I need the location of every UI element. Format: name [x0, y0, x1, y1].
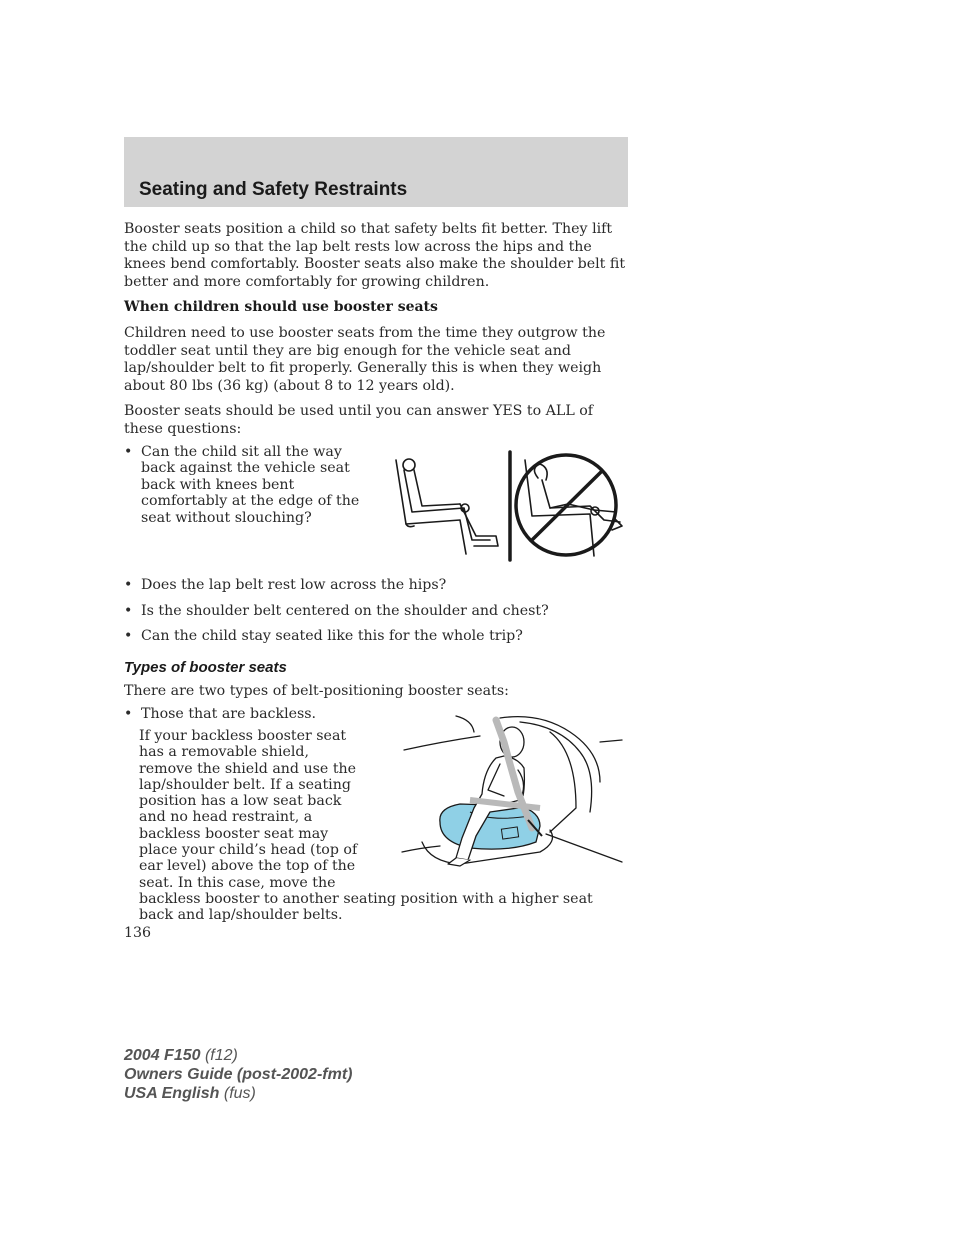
types-heading: Types of booster seats [124, 659, 287, 676]
bullet-icon: • [124, 444, 133, 460]
bullet-icon: • [124, 577, 133, 593]
until-paragraph: Booster seats should be used until you can answer YES to ALL of these questions: [124, 403, 594, 437]
types-paragraph: There are two types of belt-positioning booster seats: [124, 683, 509, 699]
footer-line-2: Owners Guide (post-2002-fmt) [124, 1066, 353, 1083]
question-text: Is the shoulder belt centered on the shoulder and chest? [141, 603, 549, 619]
backless-text: If your backless booster seat has a removable shield, remove the shield and use the lap/shoulder belt. If a seating position has a low seat back and no head restraint, a backless booster seat may place your child’s head (top of ear level) above the top of the seat. In this case, move the backless booster to another seating position with a higher seat back and lap/shoulder belts. [139, 728, 593, 924]
question-text: Does the lap belt rest low across the hips? [141, 577, 447, 593]
correct-seat-outline [396, 460, 466, 554]
document-footer [124, 1046, 352, 1103]
bullet-icon: • [124, 628, 133, 644]
when-heading: When children should use booster seats [124, 299, 438, 315]
bullet-icon: • [124, 603, 133, 619]
intro-paragraph: Booster seats position a child so that safety belts fit better. They lift the child up so that the lap belt rests low across the hips and the knees bend comfortably. Booster seats also make the shoulder belt fit better and more comfortably for growing children. [124, 221, 626, 290]
footer-line-1: 2004 F150 (f12) [124, 1047, 238, 1064]
page-number: 136 [124, 925, 152, 941]
question-text: Can the child sit all the way back against the vehicle seat back with knees bent comfortably at the edge of the seat without slouching? [141, 444, 360, 526]
question-text: Can the child stay seated like this for the whole trip? [141, 628, 523, 644]
footer-line-3: USA English (fus) [124, 1085, 256, 1102]
when-paragraph: Children need to use booster seats from the time they outgrow the toddler seat until they are big enough for the vehicle seat and lap/shoulder belt to fit properly. Generally this is when they weigh about 80 lbs (36 kg) (about 8 to 12 years old). [124, 325, 606, 394]
backless-booster-illustration [400, 712, 626, 872]
section-title: Seating and Safety Restraints [139, 179, 408, 200]
seat-posture-illustration [390, 448, 626, 564]
section-header-band [124, 137, 628, 207]
bullet-icon: • [124, 706, 133, 722]
type-text: Those that are backless. [141, 706, 317, 722]
